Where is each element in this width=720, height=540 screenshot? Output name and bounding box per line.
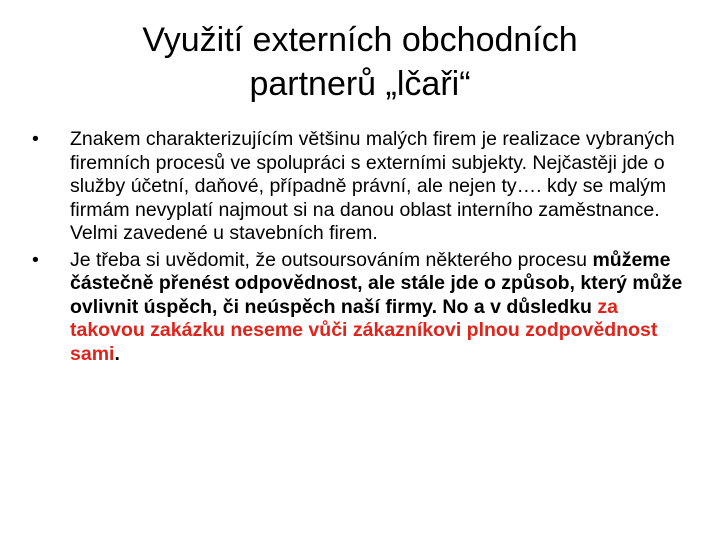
bullet-text-2-normal: Je třeba si uvědomit, že outsoursováním některého procesu xyxy=(70,248,593,271)
bullet-text-2-red: za takovou zakázku neseme vůči zákazníkovi plnou zodpovědnost sami xyxy=(70,295,658,365)
bullet-item-1 xyxy=(26,128,696,246)
slide-title-line-2: partnerů „lčaři“ xyxy=(249,65,471,103)
bullet-item-2 xyxy=(26,249,696,367)
bullet-text-1: Znakem charakterizujícím většinu malých firem je realizace vybraných firemních procesů ve spolupráci s externími subjekty. Nejčastěji jde o služby účetní, daňové, případně právní, ale nejen ty…. kdy se malým firmám nevyplatí najmout si na danou oblast interního zaměstnance. Velmi zavedené u stavebních firem. xyxy=(70,128,675,244)
bullet-text-2-bold: můžeme částečně přenést odpovědnost, ale stále jde o způsob, který může ovlivnit úspěch, či neúspěch naší firmy. No a v důsledku xyxy=(70,248,683,318)
slide-title-line-1: Využití externích obchodních xyxy=(142,21,578,59)
bullet-list xyxy=(26,128,696,369)
bullet-marker-2: • xyxy=(32,248,39,271)
bullet-text-2-end: . xyxy=(114,342,120,365)
bullet-marker-1: • xyxy=(32,128,39,150)
slide-title xyxy=(60,18,660,106)
